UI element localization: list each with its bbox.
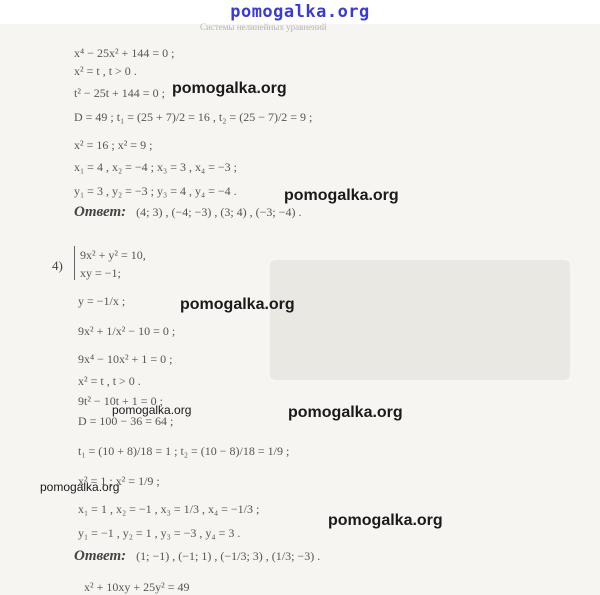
site-logo-text: pomogalka.org <box>230 2 370 22</box>
p5-line-1: x² + 10xy + 25y² = 49 <box>84 580 190 594</box>
watermark: pomogalka.org <box>112 403 192 417</box>
watermark: pomogalka.org <box>328 512 443 529</box>
p4-line-10: x² = 1 ; x² = 1/9 ; <box>78 474 160 488</box>
answer-label: Ответ: <box>74 204 127 220</box>
p3-line-4: D = 49 ; t₁ = (25 + 7)/2 = 16 , t₂ = (25 − 7)/2 = 9 ; <box>74 110 313 124</box>
page-header-faint: Системы нелинейных уравнений <box>200 22 327 32</box>
p3-line-3: t² − 25t + 144 = 0 ; <box>74 86 165 100</box>
p3-line-6: x₁ = 4 , x₂ = −4 ; x₃ = 3 , x₄ = −3 ; <box>74 160 238 174</box>
p3-line-7: y₁ = 3 , y₂ = −3 ; y₃ = 4 , y₄ = −4 . <box>74 184 237 198</box>
p4-line-12: y₁ = −1 , y₂ = 1 , y₃ = −3 , y₄ = 3 . <box>78 526 241 540</box>
answer-value: (4; 3) , (−4; −3) , (3; 4) , (−3; −4) . <box>136 205 302 219</box>
p3-line-5: x² = 16 ; x² = 9 ; <box>74 138 153 152</box>
p4-line-5: 9x⁴ − 10x² + 1 = 0 ; <box>78 352 173 366</box>
system-brace <box>74 246 75 280</box>
watermark: pomogalka.org <box>172 80 287 97</box>
p4-line-2: xy = −1; <box>80 266 121 280</box>
p4-line-7: 9t² − 10t + 1 = 0 ; <box>78 394 163 408</box>
answer-label: Ответ: <box>74 548 127 564</box>
p4-answer <box>74 548 320 565</box>
p3-answer <box>74 204 302 221</box>
problem-number: 4) <box>52 258 63 273</box>
watermark: pomogalka.org <box>40 480 120 494</box>
p4-line-6: x² = t , t > 0 . <box>78 374 141 388</box>
p4-line-4: 9x² + 1/x² − 10 = 0 ; <box>78 324 176 338</box>
p3-line-1: x⁴ − 25x² + 144 = 0 ; <box>74 46 175 60</box>
p4-line-9: t₁ = (10 + 8)/18 = 1 ; t₂ = (10 − 8)/18 = 1/9 ; <box>78 444 290 458</box>
watermark: pomogalka.org <box>288 404 403 421</box>
watermark: pomogalka.org <box>180 296 295 313</box>
p4-line-3: y = −1/x ; <box>78 294 126 308</box>
p4-line-8: D = 100 − 36 = 64 ; <box>78 414 174 428</box>
watermark: pomogalka.org <box>284 187 399 204</box>
scan-smudge <box>270 260 570 380</box>
p3-line-2: x² = t , t > 0 . <box>74 64 137 78</box>
answer-value: (1; −1) , (−1; 1) , (−1/3; 3) , (1/3; −3) . <box>136 549 321 563</box>
p4-line-1: 9x² + y² = 10, <box>80 248 146 262</box>
p4-line-11: x₁ = 1 , x₂ = −1 , x₃ = 1/3 , x₄ = −1/3 ; <box>78 502 260 516</box>
